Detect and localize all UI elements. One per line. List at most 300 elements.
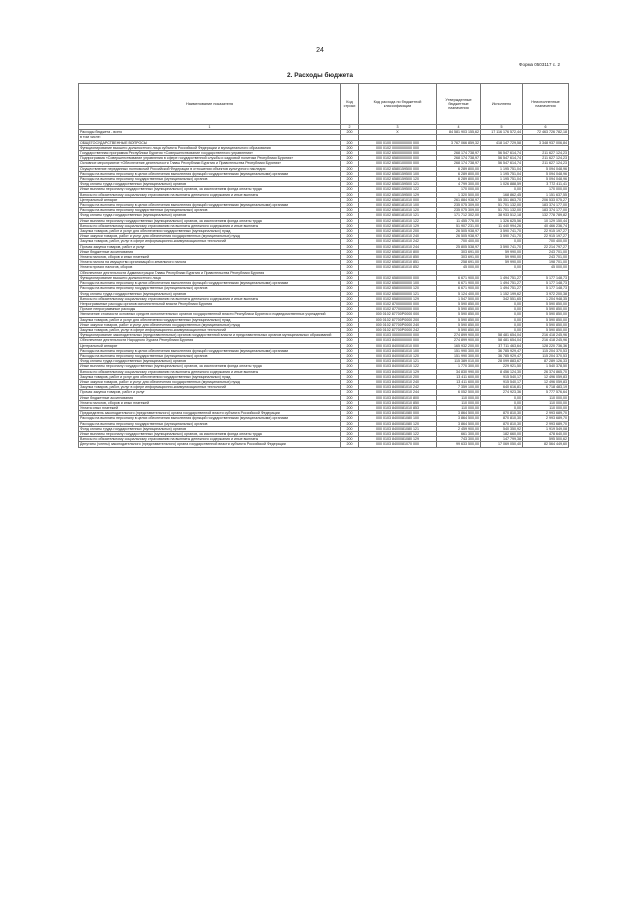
row-indicator-name: Функционирование законодательных (представительных) органов государственной власти и представительных органов муниципальных образований: [79, 333, 341, 338]
row-executed-amount: 1 195 751,04: [481, 171, 523, 176]
row-line-code: 200: [341, 182, 359, 187]
row-budget-code: 000 0103 8400081010 120: [359, 353, 437, 358]
row-budget-code: 000 0103 8400000000 000: [359, 338, 437, 343]
row-executed-amount: 168 862,45: [481, 192, 523, 197]
row-indicator-name: Уплата иных платежей: [79, 405, 341, 410]
row-indicator-name: в том числе:: [79, 135, 341, 140]
row-budget-code: 000 0102 6580159500 120: [359, 177, 437, 182]
row-line-code: 200: [341, 145, 359, 150]
row-executed-amount: 0,00: [481, 395, 523, 400]
row-budget-code: 000 0102 6580181010 852: [359, 265, 437, 270]
row-indicator-name: Расходы на выплаты персоналу в целях обеспечения выполнения функций государственными (муниципальными) органами: [79, 348, 341, 353]
row-indicator-name: Закупка товаров, работ, услуг в сфере информационно-коммуникационных технологий: [79, 385, 341, 390]
row-budget-code: 000 0102 6580181010 850: [359, 255, 437, 260]
row-line-code: 200: [341, 426, 359, 431]
row-executed-amount: 0,00: [481, 187, 523, 192]
row-unexecuted-amount: 206 533 075,27: [523, 197, 569, 202]
row-approved-amount: 6 289 800,00: [437, 171, 481, 176]
row-indicator-name: Прочая закупка товаров, работ и услуг: [79, 244, 341, 249]
row-line-code: 200: [341, 379, 359, 384]
column-number: 4: [437, 125, 481, 130]
row-indicator-name: Депутаты (члены) законодательного (представительного) органа государственной власти субъекта Российской Федерации: [79, 442, 341, 447]
row-executed-amount: 1 326 625,56: [481, 218, 523, 223]
row-unexecuted-amount: 2 993 689,70: [523, 411, 569, 416]
row-executed-amount: 37 711 463,64: [481, 343, 523, 348]
row-line-code: 200: [341, 239, 359, 244]
row-approved-amount: 6 052 500,00: [437, 390, 481, 395]
row-budget-code: 000 0102 6580181010 244: [359, 244, 437, 249]
row-unexecuted-amount: 1 204 948,35: [523, 296, 569, 301]
row-approved-amount: 45 000,00: [437, 265, 481, 270]
row-line-code: 200: [341, 281, 359, 286]
row-budget-code: 000 0102 6580000000 129: [359, 296, 437, 301]
row-approved-amount: 261 884 938,97: [437, 197, 481, 202]
row-approved-amount: 268 174 738,97: [437, 156, 481, 161]
row-budget-code: 000 0103 8400081010 121: [359, 359, 437, 364]
row-executed-amount: 540 350,92: [481, 426, 523, 431]
row-indicator-name: Закупка товаров, работ и услуг для обеспечения государственных (муниципальных) нужд: [79, 317, 341, 322]
row-approved-amount: 5 590 850,00: [437, 327, 481, 332]
row-approved-amount: 6 671 900,00: [437, 275, 481, 280]
row-executed-amount: 274 923,36: [481, 390, 523, 395]
row-indicator-name: Иные бюджетные ассигнования: [79, 249, 341, 254]
row-line-code: 200: [341, 307, 359, 312]
row-approved-amount: 5 590 850,00: [437, 322, 481, 327]
row-approved-amount: 99 633 500,00: [437, 442, 481, 447]
row-indicator-name: Непрограммные расходы органов исполнительной власти Республики Бурятия: [79, 301, 341, 306]
row-approved-amount: 26 505 938,97: [437, 229, 481, 234]
row-budget-code: 000 0103 8400081070 000: [359, 442, 437, 447]
row-approved-amount: 5 590 850,00: [437, 317, 481, 322]
row-indicator-name: Центральный аппарат: [79, 343, 341, 348]
row-approved-amount: 6 289 800,00: [437, 177, 481, 182]
row-budget-code: 000 0102 6580181010 122: [359, 218, 437, 223]
row-unexecuted-amount: 3 772 411,41: [523, 182, 569, 187]
row-approved-amount: 171 712 302,00: [437, 213, 481, 218]
row-budget-code: 000 0103 8400081080 122: [359, 431, 437, 436]
header-approved: Утвержденные бюджетные назначения: [437, 84, 481, 125]
row-indicator-name: Расходы на выплаты персоналу государственных (муниципальных) органов: [79, 421, 341, 426]
row-budget-code: 000 0102 0000000000 000: [359, 145, 437, 150]
row-budget-code: 000 0102 6580181010 242: [359, 239, 437, 244]
row-line-code: 200: [341, 312, 359, 317]
row-unexecuted-amount: 5 590 850,00: [523, 301, 569, 306]
row-approved-amount: 151 990 300,00: [437, 348, 481, 353]
row-executed-amount: 59 990,00: [481, 249, 523, 254]
row-approved-amount: 235 075 309,00: [437, 203, 481, 208]
row-line-code: 200: [341, 270, 359, 275]
row-indicator-name: Расходы на выплаты персоналу государственных (муниципальных) органов: [79, 353, 341, 358]
row-approved-amount: 165 932 200,00: [437, 343, 481, 348]
form-code: Форма 0503117 с. 2: [519, 62, 560, 67]
row-approved-amount: 303 691,00: [437, 249, 481, 254]
row-executed-amount: 915 540,17: [481, 379, 523, 384]
row-line-code: 200: [341, 359, 359, 364]
row-approved-amount: 1 320 500,00: [437, 192, 481, 197]
row-executed-amount: 0,00: [481, 400, 523, 405]
row-line-code: 200: [341, 343, 359, 348]
row-indicator-name: Иные закупки товаров, работ и услуг для обеспечения государственных (муниципальных) нужд: [79, 322, 341, 327]
row-line-code: 200: [341, 213, 359, 218]
row-unexecuted-amount: 183 374 177,00: [523, 208, 569, 213]
row-budget-code: 000 0100 0000000000 000: [359, 140, 437, 145]
row-unexecuted-amount: 5 590 850,00: [523, 322, 569, 327]
row-executed-amount: 0,00: [481, 265, 523, 270]
row-approved-amount: 661 300,00: [437, 431, 481, 436]
row-budget-code: 000 0102 6580181010 129: [359, 223, 437, 228]
row-budget-code: 000 0102 87700P0000 240: [359, 322, 437, 327]
row-unexecuted-amount: 183 374 177,00: [523, 203, 569, 208]
row-line-code: 200: [341, 353, 359, 358]
row-line-code: 200: [341, 229, 359, 234]
row-executed-amount: 58 481 654,04: [481, 338, 523, 343]
row-indicator-name: Взносы по обязательному социальному страхованию на выплаты денежного содержания и иные выплаты: [79, 369, 341, 374]
row-unexecuted-amount: 5 094 048,96: [523, 177, 569, 182]
row-budget-code: 000 0103 8400081010 000: [359, 343, 437, 348]
row-indicator-name: Закупка товаров, работ и услуг для обеспечения государственных (муниципальных) нужд: [79, 374, 341, 379]
row-unexecuted-amount: 216 418 245,96: [523, 333, 569, 338]
row-executed-amount: 1 494 751,27: [481, 281, 523, 286]
row-executed-amount: 56 547 614,74: [481, 156, 523, 161]
row-line-code: 200: [341, 192, 359, 197]
row-approved-amount: 3 864 500,00: [437, 416, 481, 421]
row-unexecuted-amount: 2 993 689,70: [523, 421, 569, 426]
row-indicator-name: Председатель законодательного (представительного) органа государственной власти субъекта Российской Федерации: [79, 411, 341, 416]
row-unexecuted-amount: 243 701,00: [523, 255, 569, 260]
row-unexecuted-amount: 5 177 148,73: [523, 281, 569, 286]
row-approved-amount: 110 000,00: [437, 405, 481, 410]
row-unexecuted-amount: 12 496 059,83: [523, 379, 569, 384]
row-budget-code: 000 0103 8400081010 100: [359, 348, 437, 353]
row-unexecuted-amount: 5 094 048,96: [523, 166, 569, 171]
row-line-code: 200: [341, 130, 359, 135]
row-budget-code: 000 0102 6580159500 121: [359, 182, 437, 187]
row-line-code: 200: [341, 348, 359, 353]
row-indicator-name: Расходы на выплаты персоналу в целях обеспечения выполнения функций государственными (муниципальными) органами: [79, 203, 341, 208]
row-budget-code: 000 0103 8400081010 200: [359, 374, 437, 379]
row-approved-amount: 170 000,00: [437, 187, 481, 192]
row-budget-code: 000 0102 6580000000 121: [359, 291, 437, 296]
row-indicator-name: Иные выплаты персоналу государственных (муниципальных) органов, за исключением фонда оплаты труда: [79, 431, 341, 436]
row-line-code: 200: [341, 197, 359, 202]
row-budget-code: 000 0103 8400081010 853: [359, 405, 437, 410]
row-line-code: 200: [341, 255, 359, 260]
row-executed-amount: 1 026 888,59: [481, 182, 523, 187]
row-line-code: 200: [341, 421, 359, 426]
row-approved-amount: 4 799 300,00: [437, 182, 481, 187]
row-line-code: 200: [341, 442, 359, 447]
row-budget-code: 000 0102 6500000000 000: [359, 151, 437, 156]
row-indicator-name: Центральный аппарат: [79, 197, 341, 202]
row-executed-amount: 0,00: [481, 405, 523, 410]
row-line-code: 200: [341, 286, 359, 291]
row-budget-code: 000 0103 8400081010 129: [359, 369, 437, 374]
row-unexecuted-amount: 5 590 850,00: [523, 307, 569, 312]
row-indicator-name: Уплата налога на имущество организаций и земельного налога: [79, 260, 341, 265]
row-executed-amount: 915 540,17: [481, 374, 523, 379]
row-budget-code: 000 0102 87700P0000 000: [359, 312, 437, 317]
page-number: 24: [316, 47, 324, 54]
column-number: 3: [359, 125, 437, 130]
row-unexecuted-amount: 110 000,00: [523, 395, 569, 400]
column-number: 6: [523, 125, 569, 130]
row-approved-amount: 11 455 776,00: [437, 218, 481, 223]
row-indicator-name: Закупка товаров, работ, услуг в сфере информационно-коммуникационных технологий: [79, 327, 341, 332]
section-title: 2. Расходы бюджета: [287, 72, 353, 79]
row-line-code: 200: [341, 140, 359, 145]
row-indicator-name: Подпрограмма «Совершенствование управления в сфере государственной службы и кадровой политики Республики Бурятия»: [79, 156, 341, 161]
row-approved-amount: 26 505 938,97: [437, 234, 481, 239]
row-indicator-name: Основное мероприятие «Обеспечение деятельности Главы Республики Бурятия и Правительства Республики Бурятия»: [79, 161, 341, 166]
row-executed-amount: 182 660,00: [481, 431, 523, 436]
row-budget-code: 000 0102 87700P0000 200: [359, 317, 437, 322]
row-budget-code: 000 0103 8400081010 122: [359, 364, 437, 369]
row-unexecuted-amount: 5 590 850,00: [523, 327, 569, 332]
row-approved-amount: 258 691,00: [437, 260, 481, 265]
row-indicator-name: Взносы по обязательному социальному страхованию на выплаты денежного содержания и иные выплаты: [79, 192, 341, 197]
row-executed-amount: 56 547 614,74: [481, 161, 523, 166]
row-line-code: 200: [341, 171, 359, 176]
expenditure-table: [78, 83, 569, 448]
row-unexecuted-amount: 1 919 549,08: [523, 426, 569, 431]
row-indicator-name: Государственная программа Республики Бурятия «Совершенствование государственного управления»: [79, 151, 341, 156]
header-executed: Исполнено: [481, 84, 523, 125]
row-executed-amount: 28 099 883,67: [481, 359, 523, 364]
row-budget-code: 000 0102 6580159500 100: [359, 171, 437, 176]
row-approved-amount: 3 864 500,00: [437, 421, 481, 426]
row-unexecuted-amount: 110 000,00: [523, 405, 569, 410]
row-unexecuted-amount: 87 289 126,33: [523, 359, 569, 364]
row-executed-amount: 55 351 863,70: [481, 197, 523, 202]
row-unexecuted-amount: 5 777 576,64: [523, 390, 569, 395]
row-budget-code: 000 0102 6580100000 000: [359, 161, 437, 166]
row-indicator-name: Фонд оплаты труда государственных (муниципальных) органов: [79, 182, 341, 187]
row-budget-code: 000 0102 6580000000 000: [359, 156, 437, 161]
row-executed-amount: 0,00: [481, 317, 523, 322]
row-line-code: 200: [341, 390, 359, 395]
row-budget-code: 000 0102 87700P0000 242: [359, 327, 437, 332]
row-approved-amount: 743 300,00: [437, 437, 481, 442]
row-budget-code: 000 0103 8400081080 121: [359, 426, 437, 431]
row-executed-amount: 147 799,38: [481, 437, 523, 442]
row-line-code: 200: [341, 416, 359, 421]
row-approved-amount: 13 411 600,00: [437, 379, 481, 384]
row-budget-code: 000 0102 6580181010 240: [359, 234, 437, 239]
row-line-code: 200: [341, 166, 359, 171]
row-budget-code: 000 0102 6580181010 851: [359, 260, 437, 265]
row-budget-code: 000 0103 8400081010 240: [359, 379, 437, 384]
row-executed-amount: 0,00: [481, 301, 523, 306]
row-line-code: 200: [341, 338, 359, 343]
row-budget-code: 000 0102 6580181010 121: [359, 213, 437, 218]
header-indicator: Наименование показателя: [79, 84, 341, 125]
column-number: 1: [79, 125, 341, 130]
row-executed-amount: 3 590 741,70: [481, 234, 523, 239]
row-indicator-name: Расходы на выплаты персоналу государственных (муниципальных) органов: [79, 177, 341, 182]
row-indicator-name: Иные бюджетные ассигнования: [79, 395, 341, 400]
row-line-code: 200: [341, 218, 359, 223]
row-line-code: 200: [341, 317, 359, 322]
row-unexecuted-amount: 2 993 689,70: [523, 416, 569, 421]
row-approved-amount: 3 864 500,00: [437, 411, 481, 416]
row-budget-code: 000 0102 6580159500 000: [359, 166, 437, 171]
row-unexecuted-amount: 26 374 865,70: [523, 369, 569, 374]
row-line-code: 200: [341, 156, 359, 161]
row-approved-amount: 274 899 900,00: [437, 333, 481, 338]
row-indicator-name: Функционирование высшего должностного лица: [79, 275, 341, 280]
row-indicator-name: Уплата налогов, сборов и иных платежей: [79, 255, 341, 260]
row-approved-amount: 5 590 850,00: [437, 307, 481, 312]
row-approved-amount: 268 174 738,97: [437, 161, 481, 166]
row-unexecuted-amount: 5 177 148,73: [523, 286, 569, 291]
row-approved-amount: 5 590 850,00: [437, 312, 481, 317]
row-budget-code: 000 0103 8400081080 100: [359, 416, 437, 421]
row-unexecuted-amount: 22 915 197,27: [523, 229, 569, 234]
row-unexecuted-amount: 115 204 370,53: [523, 353, 569, 358]
row-budget-code: 000 0102 8770000000 000: [359, 307, 437, 312]
row-line-code: 200: [341, 431, 359, 436]
row-line-code: 200: [341, 322, 359, 327]
row-indicator-name: Расходы на выплаты персоналу государственных (муниципальных) органов: [79, 208, 341, 213]
row-executed-amount: 58 481 654,04: [481, 333, 523, 338]
row-budget-code: 000 0102 6580000000 120: [359, 286, 437, 291]
row-executed-amount: 1 195 751,04: [481, 166, 523, 171]
row-executed-amount: 0,00: [481, 322, 523, 327]
row-approved-amount: 274 899 900,00: [437, 338, 481, 343]
row-unexecuted-amount: 82 564 449,60: [523, 442, 569, 447]
row-line-code: 200: [341, 187, 359, 192]
row-indicator-name: Закупка товаров, работ, услуг в сфере информационно-коммуникационных технологий: [79, 239, 341, 244]
row-approved-amount: 5 124 400,00: [437, 291, 481, 296]
row-line-code: 200: [341, 208, 359, 213]
row-line-code: 200: [341, 400, 359, 405]
header-budget-code: Код расхода по бюджетной классификации: [359, 84, 437, 125]
row-approved-amount: 235 075 309,00: [437, 208, 481, 213]
row-indicator-name: Фонд оплаты труда государственных (муниципальных) органов: [79, 359, 341, 364]
row-budget-code: 000 0102 6580181010 000: [359, 197, 437, 202]
row-unexecuted-amount: 10 129 150,44: [523, 218, 569, 223]
row-budget-code: 000 0102 6580159500 122: [359, 187, 437, 192]
row-unexecuted-amount: 211 627 124,23: [523, 151, 569, 156]
row-executed-amount: 17 069 050,40: [481, 442, 523, 447]
row-unexecuted-amount: 72 463 726 782,18: [523, 130, 569, 135]
row-approved-amount: 51 907 231,00: [437, 223, 481, 228]
row-executed-amount: 870 810,30: [481, 411, 523, 416]
row-unexecuted-amount: 700 400,00: [523, 239, 569, 244]
row-line-code: 200: [341, 385, 359, 390]
row-executed-amount: 0,00: [481, 312, 523, 317]
row-unexecuted-amount: 211 627 124,23: [523, 156, 569, 161]
row-approved-amount: 34 830 990,00: [437, 369, 481, 374]
row-budget-code: 000 0102 6580181010 100: [359, 203, 437, 208]
header-unexecuted: Неисполненные назначения: [523, 84, 569, 125]
row-approved-amount: 13 411 600,00: [437, 374, 481, 379]
row-indicator-name: Фонд оплаты труда государственных (муниципальных) органов: [79, 213, 341, 218]
row-line-code: 200: [341, 249, 359, 254]
row-indicator-name: Функционирование высшего должностного лица субъекта Российской Федерации и муниципального образования: [79, 145, 341, 150]
row-unexecuted-amount: 5 177 148,73: [523, 275, 569, 280]
row-line-code: 200: [341, 327, 359, 332]
row-unexecuted-amount: 132 778 789,82: [523, 213, 569, 218]
row-executed-amount: 1 195 751,04: [481, 177, 523, 182]
row-line-code: 200: [341, 260, 359, 265]
row-approved-amount: 84 581 903 155,62: [437, 130, 481, 135]
row-budget-code: 000 0102 8700000000 000: [359, 301, 437, 306]
row-executed-amount: 38 933 512,18: [481, 213, 523, 218]
row-unexecuted-amount: 40 466 236,74: [523, 223, 569, 228]
row-indicator-name: Закупка товаров, работ и услуг для обеспечения государственных (муниципальных) нужд: [79, 229, 341, 234]
row-executed-amount: 0,00: [481, 239, 523, 244]
row-executed-amount: 870 810,30: [481, 421, 523, 426]
row-executed-amount: 3 590 741,70: [481, 244, 523, 249]
row-line-code: 200: [341, 265, 359, 270]
row-unexecuted-amount: 170 000,00: [523, 187, 569, 192]
row-indicator-name: Расходы на выплаты персоналу в целях обеспечения выполнения функций государственными (муниципальными) органами: [79, 281, 341, 286]
row-unexecuted-amount: 5 590 850,00: [523, 312, 569, 317]
row-budget-code: 000 0102 6580181010 120: [359, 208, 437, 213]
row-approved-amount: 6 289 800,00: [437, 166, 481, 171]
row-executed-amount: 0,00: [481, 327, 523, 332]
row-unexecuted-amount: 211 627 124,23: [523, 161, 569, 166]
row-unexecuted-amount: 1 151 637,55: [523, 192, 569, 197]
row-line-code: 200: [341, 374, 359, 379]
row-unexecuted-amount: 5 094 048,96: [523, 171, 569, 176]
row-indicator-name: Расходы на выплаты персоналу государственных (муниципальных) органов: [79, 286, 341, 291]
row-approved-amount: 3 767 066 859,32: [437, 140, 481, 145]
row-executed-amount: 342 551,65: [481, 296, 523, 301]
row-budget-code: X: [359, 130, 437, 135]
row-line-code: 200: [341, 405, 359, 410]
row-budget-code: 000 0102 6580181010 800: [359, 249, 437, 254]
row-unexecuted-amount: 22 915 197,27: [523, 234, 569, 239]
row-line-code: 200: [341, 177, 359, 182]
row-approved-amount: 110 000,00: [437, 400, 481, 405]
row-budget-code: 000 0102 6580000000 000: [359, 275, 437, 280]
row-executed-amount: 1 494 751,27: [481, 275, 523, 280]
row-approved-amount: 268 174 738,97: [437, 151, 481, 156]
row-approved-amount: 700 400,00: [437, 239, 481, 244]
row-executed-amount: 1 152 199,62: [481, 291, 523, 296]
row-indicator-name: Осуществление переданных полномочий Российской Федерации в отношении объектов культурного наследия: [79, 166, 341, 171]
row-line-code: 200: [341, 437, 359, 442]
row-line-code: 200: [341, 411, 359, 416]
row-unexecuted-amount: 198 701,00: [523, 260, 569, 265]
row-approved-amount: 5 590 850,00: [437, 301, 481, 306]
row-executed-amount: 51 701 132,00: [481, 208, 523, 213]
row-line-code: 200: [341, 151, 359, 156]
column-number: 5: [481, 125, 523, 130]
row-line-code: 200: [341, 244, 359, 249]
row-unexecuted-amount: 478 640,00: [523, 431, 569, 436]
row-unexecuted-amount: 115 204 370,53: [523, 348, 569, 353]
row-line-code: 200: [341, 291, 359, 296]
row-indicator-name: Взносы по обязательному социальному страхованию на выплаты денежного содержания и иные выплаты: [79, 223, 341, 228]
row-executed-amount: 11 440 994,26: [481, 223, 523, 228]
row-approved-amount: 25 805 538,97: [437, 244, 481, 249]
row-executed-amount: 59 990,00: [481, 255, 523, 260]
row-budget-code: 000 0102 6580000000 100: [359, 281, 437, 286]
row-line-code: 200: [341, 333, 359, 338]
row-indicator-name: Расходы бюджета - всего: [79, 130, 341, 135]
row-executed-amount: 418 147 729,58: [481, 140, 523, 145]
row-approved-amount: 303 691,00: [437, 255, 481, 260]
row-indicator-name: Иные закупки товаров, работ и услуг для обеспечения государственных (муниципальных) нужд: [79, 379, 341, 384]
row-line-code: 200: [341, 161, 359, 166]
row-indicator-name: Иные выплаты персоналу государственных (муниципальных) органов, за исключением фонда оплаты труда: [79, 364, 341, 369]
row-indicator-name: Обеспечение деятельности Администрации Главы Республики Бурятия и Правительства Республики Бурятия: [79, 270, 341, 275]
row-budget-code: 000 0103 8400081080 129: [359, 437, 437, 442]
row-executed-amount: 1 494 751,27: [481, 286, 523, 291]
